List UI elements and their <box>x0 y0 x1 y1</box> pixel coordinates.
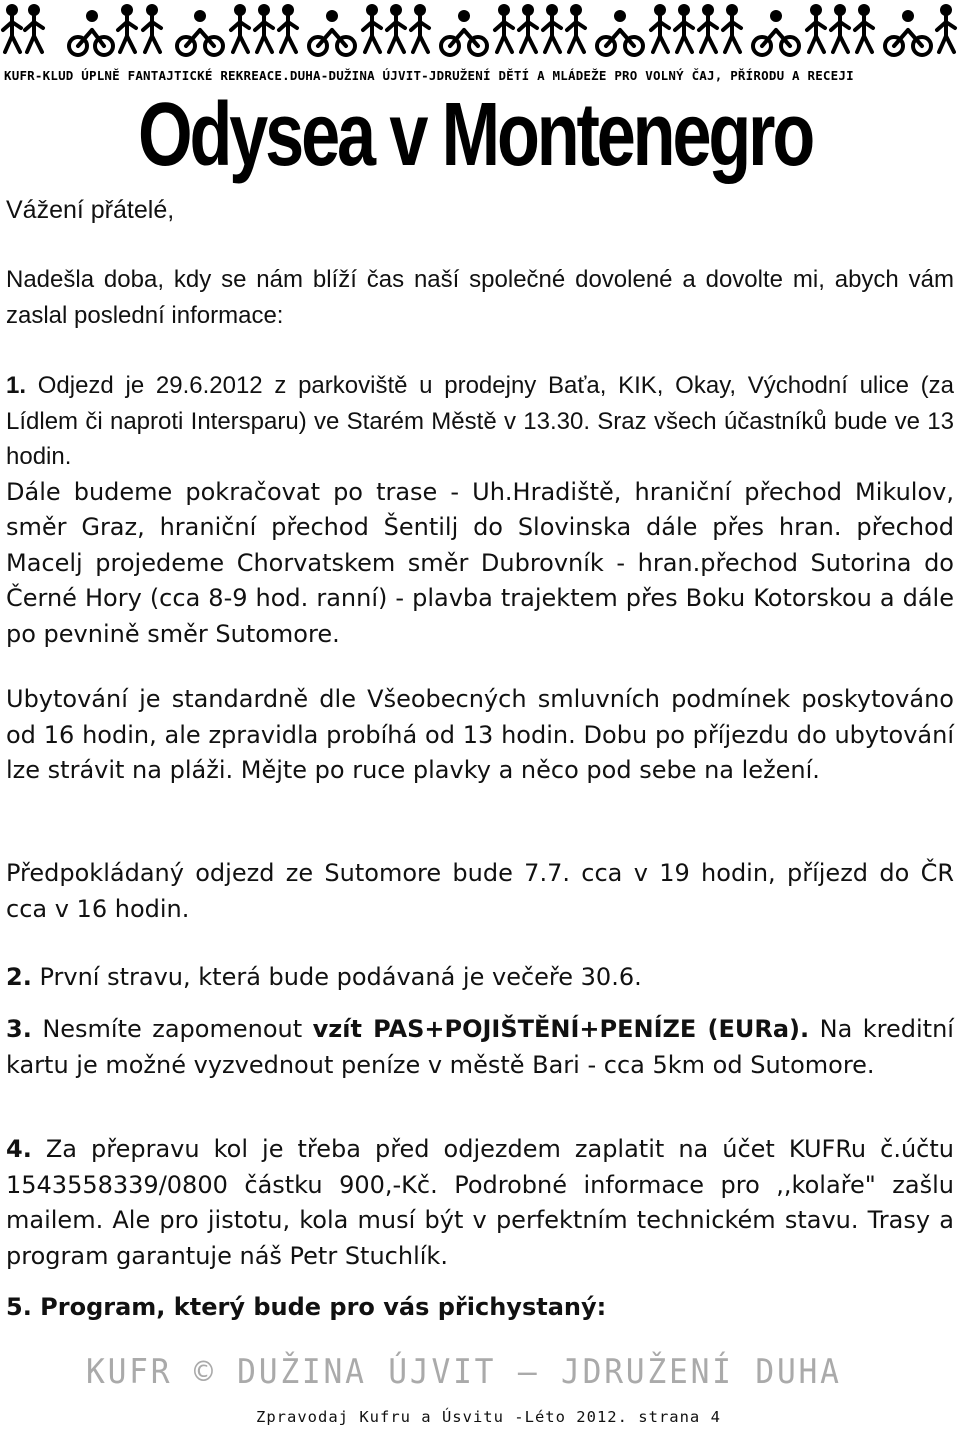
accommodation-text: Ubytování je standardně dle Všeobecných smluvních podmínek poskytováno od 16 hodin, ale zpravidla probíhá od 13 hodin. Dobu po příjezdu do ubytování lze strávit na pláži. Mějte po ruce plavky a něco pod sebe na ležení. <box>6 685 954 784</box>
item-2-number: 2. <box>6 963 32 991</box>
item-3-bold: vzít PAS+POJIŠTĚNÍ+PENÍZE (EURa). <box>312 1015 810 1043</box>
item-4-number: 4. <box>6 1135 32 1163</box>
item-4 <box>6 1132 954 1274</box>
page-title: Odysea v Montenegro <box>138 85 813 185</box>
intro-text: Nadešla doba, kdy se nám blíží čas naší společné dovolené a dovolte mi, abych vám zaslal poslední informace: <box>6 266 954 329</box>
return-paragraph <box>6 856 954 927</box>
item-3-post: Na kreditní kartu je možné vyzvednout peníze v městě Bari - cca 5km od Sutomore. <box>6 1015 954 1079</box>
item-3-number: 3. <box>6 1015 32 1043</box>
footer-logo: KUFR © DUŽINA ÚJVIT – JDRUŽENÍ DUHA <box>86 1352 842 1392</box>
intro-paragraph <box>6 262 954 333</box>
item-2 <box>6 960 954 996</box>
footer-note: Zpravodaj Kufru a Úsvitu -Léto 2012. strana 4 <box>256 1408 721 1426</box>
item-3 <box>6 1012 954 1083</box>
item-1-text-b: Dále budeme pokračovat po trase - Uh.Hradiště, hraniční přechod Mikulov, směr Graz, hraniční přechod Šentilj do Slovinska dále přes hran. přechod Macelj projedeme Chorvatskem směr Dubrovník - hran.přechod Sutorina do Černé Hory (cca 8-9 hod. ranní) - plavba trajektem přes Boku Kotorskou a dále po pevnině směr Sutomore. <box>6 477 954 648</box>
item-5-heading: 5. Program, který bude pro vás přichystaný: <box>6 1293 607 1321</box>
greeting: Vážení přátelé, <box>6 196 175 224</box>
item-3-pre: Nesmíte zapomenout <box>42 1015 313 1043</box>
item-5 <box>6 1290 954 1326</box>
accommodation-paragraph <box>6 682 954 789</box>
item-1 <box>6 368 954 652</box>
item-1-text-a: Odjezd je 29.6.2012 z parkoviště u prodejny Baťa, KIK, Okay, Východní ulice (za Lídlem či naproti Intersparu) ve Starém Městě v 13.30. Sraz všech účastníků bude ve 13 hodin. <box>6 372 954 470</box>
organization-tagline: KUFR-KLUD ÚPLNĚ FANTAJTICKÉ REKREACE.DUHA-DUŽINA ÚJVIT-JDRUŽENÍ DĚTÍ A MLÁDEŽE PRO VOLNÝ ČAJ, PŘÍRODU A RECEJI <box>4 68 854 83</box>
item-1-number: 1. <box>6 372 27 399</box>
item-2-text: První stravu, která bude podávaná je večeře 30.6. <box>39 963 642 991</box>
people-and-bikes-icon <box>0 0 960 66</box>
item-4-text: Za přepravu kol je třeba před odjezdem zaplatit na účet KUFRu č.účtu 1543558339/0800 částku 900,-Kč. Podrobné informace pro ,,kolaře" zašlu mailem. Ale pro jistotu, kola musí být v perfektním technickém stavu. Trasy a program garantuje náš Petr Stuchlík. <box>6 1135 954 1270</box>
return-text: Předpokládaný odjezd ze Sutomore bude 7.7. cca v 19 hodin, příjezd do ČR cca v 16 hodin. <box>6 859 954 923</box>
